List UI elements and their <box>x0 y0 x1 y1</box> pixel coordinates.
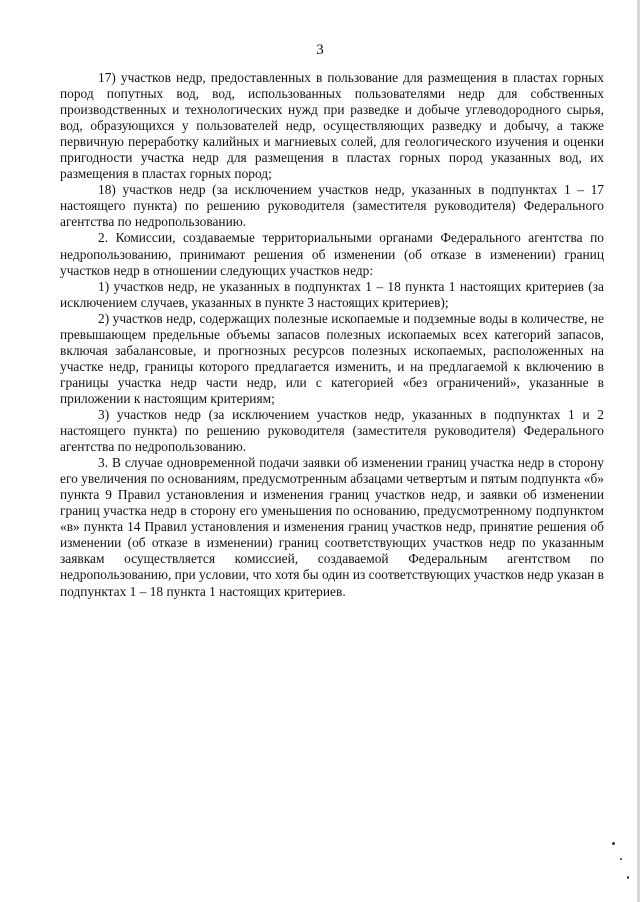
document-body <box>60 70 604 600</box>
paragraph-item-2: 2. Комиссии, создаваемые территориальными органами Федерального агентства по недропользованию, принимают решения об изменении (об отказе в изменении) границ участков недр в отношении следующих участков недр: <box>60 230 604 278</box>
scan-speck <box>627 876 629 879</box>
paragraph-item-2-subitem-3: 3) участков недр (за исключением участков недр, указанных в подпунктах 1 и 2 настоящего пункта) по решению руководителя (заместителя руководителя) Федерального агентства по недропользованию. <box>60 406 604 455</box>
scan-speck <box>620 858 622 860</box>
paragraph-item-3: 3. В случае одновременной подачи заявки об изменении границ участка недр в сторону его увеличения по основаниям, предусмотренным абзацами четвертым и пятым подпункта «б» пункта 9 Правил установления и изменения границ участков недр, и заявки об изменении границ участка недр в сторону его уменьшения по основанию, предусмотренному подпунктом «в» пункта 14 Правил установления и изменения границ участков недр, принятие решения об изменении (об отказе в изменении) границ соответствующих участков недр по указанным заявкам осуществляется комиссией, создаваемой Федеральным агентством по недропользованию, при условии, что хотя бы один из соответствующих участков недр указан в подпунктах 1 – 18 пункта 1 настоящих критериев. <box>60 455 604 599</box>
paragraph-subitem-18: 18) участков недр (за исключением участков недр, указанных в подпунктах 1 – 17 настоящего пункта) по решению руководителя (заместителя руководителя) Федерального агентства по недропользованию. <box>60 182 604 230</box>
scan-speck <box>612 842 615 845</box>
page-number: 3 <box>316 42 324 58</box>
paragraph-subitem-17: 17) участков недр, предоставленных в пользование для размещения в пластах горных пород попутных вод, вод, использованных пользователями недр для собственных производственных и технологических нужд при разведке и добыче углеводородного сырья, вод, образующихся у пользователей недр, осуществляющих разведку и добычу, а также первичную переработку калийных и магниевых солей, для геологического изучения и оценки пригодности участка недр для размещения в пластах горных пород указанных вод, их размещения в пластах горных пород; <box>60 70 604 182</box>
paragraph-item-2-subitem-1: 1) участков недр, не указанных в подпунктах 1 – 18 пункта 1 настоящих критериев (за исключением случаев, указанных в пункте 3 настоящих критериев); <box>60 278 604 310</box>
paragraph-item-2-subitem-2: 2) участков недр, содержащих полезные ископаемые и подземные воды в количестве, не превышающем предельные объемы запасов полезных ископаемых всех категорий запасов, включая забалансовые, и прогнозных ресурсов полезных ископаемых, расположенных на участке недр, границы которого предлагается изменить, и на предлагаемой к включению в границы участка недр части недр, или с категорией «без ограничений», указанные в приложении к настоящим критериям; <box>60 310 604 406</box>
